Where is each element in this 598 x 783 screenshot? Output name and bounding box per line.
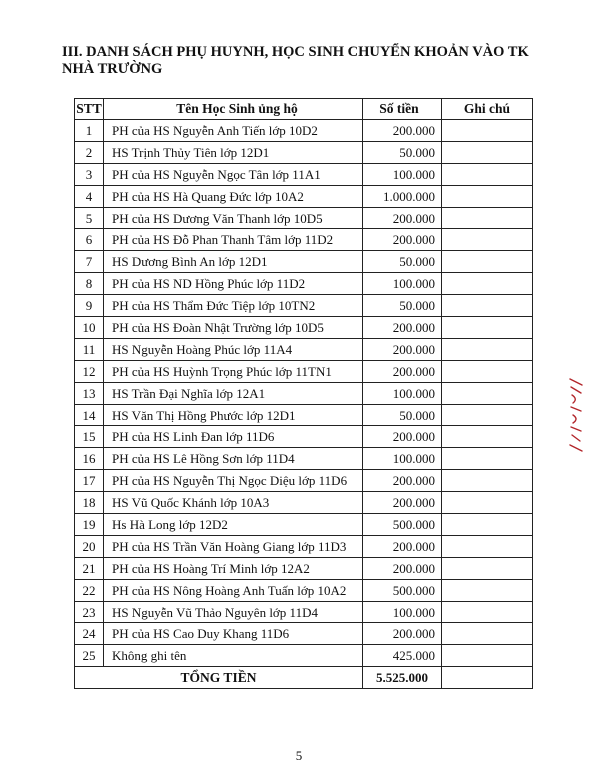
cell-note [442, 514, 533, 536]
cell-stt: 7 [75, 251, 104, 273]
cell-amount: 200.000 [363, 557, 442, 579]
section-heading: III. DANH SÁCH PHỤ HUYNH, HỌC SINH CHUYỂN KHOẢN VÀO TK NHÀ TRƯỜNG [62, 44, 529, 77]
cell-student-name: HS Nguyễn Vũ Thảo Nguyên lớp 11D4 [104, 601, 363, 623]
cell-stt: 24 [75, 623, 104, 645]
cell-stt: 11 [75, 338, 104, 360]
cell-stt: 12 [75, 360, 104, 382]
page-number: 5 [295, 748, 303, 763]
table-row [75, 273, 533, 295]
cell-note [442, 404, 533, 426]
cell-student-name: PH của HS Nông Hoàng Anh Tuấn lớp 10A2 [104, 579, 363, 601]
total-note [442, 667, 533, 689]
table-row [75, 514, 533, 536]
cell-stt: 5 [75, 207, 104, 229]
table-row [75, 141, 533, 163]
table-row [75, 207, 533, 229]
donation-table-container [74, 98, 533, 689]
cell-stt: 23 [75, 601, 104, 623]
table-body [75, 120, 533, 667]
cell-student-name: HS Trần Đại Nghĩa lớp 12A1 [104, 382, 363, 404]
cell-note [442, 448, 533, 470]
table-row [75, 338, 533, 360]
cell-student-name: PH của HS Linh Đan lớp 11D6 [104, 426, 363, 448]
cell-student-name: PH của HS Đỗ Phan Thanh Tâm lớp 11D2 [104, 229, 363, 251]
table-row [75, 229, 533, 251]
cell-note [442, 360, 533, 382]
cell-student-name: PH của HS Huỳnh Trọng Phúc lớp 11TN1 [104, 360, 363, 382]
table-row [75, 163, 533, 185]
cell-amount: 200.000 [363, 470, 442, 492]
cell-stt: 8 [75, 273, 104, 295]
total-row [75, 667, 533, 689]
cell-student-name: PH của HS Hà Quang Đức lớp 10A2 [104, 185, 363, 207]
table-row [75, 579, 533, 601]
table-row [75, 492, 533, 514]
cell-amount: 200.000 [363, 623, 442, 645]
cell-student-name: PH của HS Nguyễn Thị Ngọc Diệu lớp 11D6 [104, 470, 363, 492]
table-row [75, 404, 533, 426]
cell-amount: 50.000 [363, 251, 442, 273]
cell-note [442, 601, 533, 623]
table-row [75, 623, 533, 645]
cell-note [442, 470, 533, 492]
cell-amount: 500.000 [363, 579, 442, 601]
cell-student-name: PH của HS Đoàn Nhật Trường lớp 10D5 [104, 317, 363, 339]
cell-amount: 200.000 [363, 492, 442, 514]
table-row [75, 185, 533, 207]
cell-stt: 14 [75, 404, 104, 426]
cell-student-name: Không ghi tên [104, 645, 363, 667]
table-row [75, 317, 533, 339]
table-row [75, 382, 533, 404]
cell-stt: 22 [75, 579, 104, 601]
cell-note [442, 492, 533, 514]
cell-amount: 50.000 [363, 404, 442, 426]
cell-student-name: PH của HS Cao Duy Khang 11D6 [104, 623, 363, 645]
cell-note [442, 273, 533, 295]
total-label: TỔNG TIỀN [75, 667, 363, 689]
cell-stt: 20 [75, 535, 104, 557]
cell-amount: 200.000 [363, 426, 442, 448]
cell-note [442, 163, 533, 185]
table-row [75, 295, 533, 317]
cell-stt: 10 [75, 317, 104, 339]
table-row [75, 448, 533, 470]
table-row [75, 601, 533, 623]
cell-student-name: HS Dương Bình An lớp 12D1 [104, 251, 363, 273]
cell-note [442, 251, 533, 273]
cell-student-name: PH của HS Nguyễn Ngọc Tân lớp 11A1 [104, 163, 363, 185]
table-row [75, 426, 533, 448]
red-stamp-mark [565, 375, 587, 455]
cell-note [442, 579, 533, 601]
cell-student-name: HS Vũ Quốc Khánh lớp 10A3 [104, 492, 363, 514]
cell-student-name: PH của HS Lê Hồng Sơn lớp 11D4 [104, 448, 363, 470]
table-header-row [75, 99, 533, 120]
cell-note [442, 557, 533, 579]
cell-note [442, 120, 533, 142]
cell-amount: 200.000 [363, 229, 442, 251]
donation-table [74, 98, 533, 689]
cell-stt: 21 [75, 557, 104, 579]
cell-amount: 200.000 [363, 317, 442, 339]
cell-student-name: HS Nguyễn Hoàng Phúc lớp 11A4 [104, 338, 363, 360]
cell-amount: 50.000 [363, 295, 442, 317]
cell-note [442, 623, 533, 645]
cell-stt: 13 [75, 382, 104, 404]
cell-note [442, 535, 533, 557]
table-row [75, 645, 533, 667]
cell-stt: 9 [75, 295, 104, 317]
cell-amount: 200.000 [363, 535, 442, 557]
table-row [75, 120, 533, 142]
table-row [75, 557, 533, 579]
cell-amount: 200.000 [363, 338, 442, 360]
cell-stt: 1 [75, 120, 104, 142]
table-row [75, 470, 533, 492]
cell-stt: 17 [75, 470, 104, 492]
cell-amount: 100.000 [363, 382, 442, 404]
cell-student-name: PH của HS Hoàng Trí Minh lớp 12A2 [104, 557, 363, 579]
cell-note [442, 382, 533, 404]
cell-amount: 200.000 [363, 120, 442, 142]
cell-note [442, 207, 533, 229]
cell-note [442, 141, 533, 163]
cell-student-name: PH của HS Dương Văn Thanh lớp 10D5 [104, 207, 363, 229]
header-note: Ghi chú [442, 99, 533, 120]
cell-stt: 2 [75, 141, 104, 163]
cell-student-name: HS Văn Thị Hồng Phước lớp 12D1 [104, 404, 363, 426]
cell-note [442, 645, 533, 667]
cell-amount: 500.000 [363, 514, 442, 536]
cell-note [442, 295, 533, 317]
cell-stt: 15 [75, 426, 104, 448]
cell-stt: 4 [75, 185, 104, 207]
cell-amount: 100.000 [363, 448, 442, 470]
cell-stt: 16 [75, 448, 104, 470]
table-row [75, 360, 533, 382]
cell-amount: 100.000 [363, 163, 442, 185]
cell-student-name: Hs Hà Long lớp 12D2 [104, 514, 363, 536]
cell-amount: 100.000 [363, 273, 442, 295]
cell-stt: 19 [75, 514, 104, 536]
table-row [75, 535, 533, 557]
cell-student-name: PH của HS Nguyễn Anh Tiến lớp 10D2 [104, 120, 363, 142]
cell-note [442, 185, 533, 207]
cell-amount: 50.000 [363, 141, 442, 163]
cell-amount: 200.000 [363, 207, 442, 229]
cell-note [442, 229, 533, 251]
total-amount: 5.525.000 [363, 667, 442, 689]
cell-student-name: HS Trịnh Thủy Tiên lớp 12D1 [104, 141, 363, 163]
cell-student-name: PH của HS Thẩm Đức Tiệp lớp 10TN2 [104, 295, 363, 317]
header-stt: STT [75, 99, 104, 120]
cell-stt: 3 [75, 163, 104, 185]
header-student-name: Tên Học Sinh ủng hộ [104, 99, 363, 120]
cell-stt: 18 [75, 492, 104, 514]
table-row [75, 251, 533, 273]
cell-stt: 25 [75, 645, 104, 667]
cell-amount: 200.000 [363, 360, 442, 382]
cell-student-name: PH của HS ND Hồng Phúc lớp 11D2 [104, 273, 363, 295]
cell-amount: 425.000 [363, 645, 442, 667]
cell-student-name: PH của HS Trần Văn Hoàng Giang lớp 11D3 [104, 535, 363, 557]
cell-stt: 6 [75, 229, 104, 251]
cell-amount: 100.000 [363, 601, 442, 623]
cell-note [442, 426, 533, 448]
cell-amount: 1.000.000 [363, 185, 442, 207]
cell-note [442, 338, 533, 360]
cell-note [442, 317, 533, 339]
header-amount: Số tiền [363, 99, 442, 120]
